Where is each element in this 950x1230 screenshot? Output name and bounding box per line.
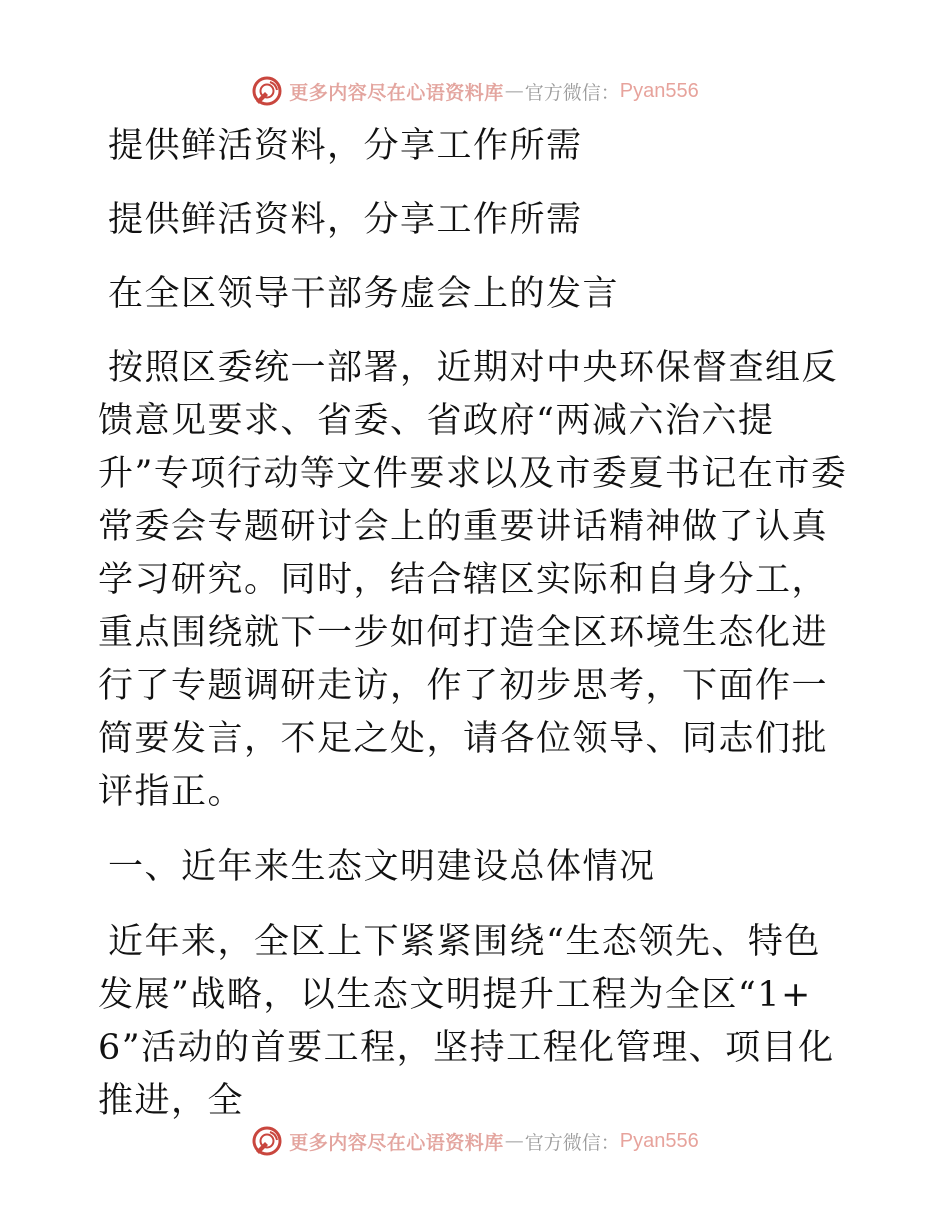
section-1-heading: 一、近年来生态文明建设总体情况 (108, 847, 656, 887)
wechat-id: Pyan556 (619, 1129, 699, 1152)
document-title: 在全区领导干部务虚会上的发言 (108, 274, 620, 314)
banner-separator: ： (600, 81, 620, 104)
wechat-id: Pyan556 (619, 79, 699, 102)
intro-paragraph: 按照区委统一部署，近期对中央环保督查组反馈意见要求、省委、省政府“两减六治六提升”专项行动等文件要求以及市委夏书记在市委常委会专题研讨会上的重要讲话精神做了认真学习研究。同时，结合辖区实际和自身分工，重点围绕就下一步如何打造全区环境生态化进行了专题调研走访，作了初步思考，下面作一简要发言，不足之处，请各位领导、同志们批评指正。 (98, 348, 848, 812)
tagline-1: 提供鲜活资料，分享工作所需 (108, 126, 583, 166)
brand-name: 更多内容尽在心语资料库 (289, 81, 504, 104)
section-1-paragraph: 近年来，全区上下紧紧围绕“生态领先、特色发展”战略，以生态文明提升工程为全区“1+6”活动的首要工程，坚持工程化管理、项目化推进，全 (98, 922, 835, 1121)
banner-dash: — (504, 80, 524, 102)
document-body (98, 120, 850, 1128)
footer-watermark-banner (0, 1121, 950, 1161)
header-watermark-banner (0, 71, 950, 111)
banner-dash: — (504, 1130, 524, 1152)
banner-separator: ： (600, 1131, 620, 1154)
official-wechat-label: 官方微信 (524, 1131, 601, 1154)
brand-name: 更多内容尽在心语资料库 (289, 1131, 504, 1154)
tagline-2: 提供鲜活资料，分享工作所需 (108, 200, 583, 240)
official-wechat-label: 官方微信 (524, 81, 601, 104)
brand-logo-icon (251, 1125, 283, 1157)
brand-logo-icon (251, 75, 283, 107)
